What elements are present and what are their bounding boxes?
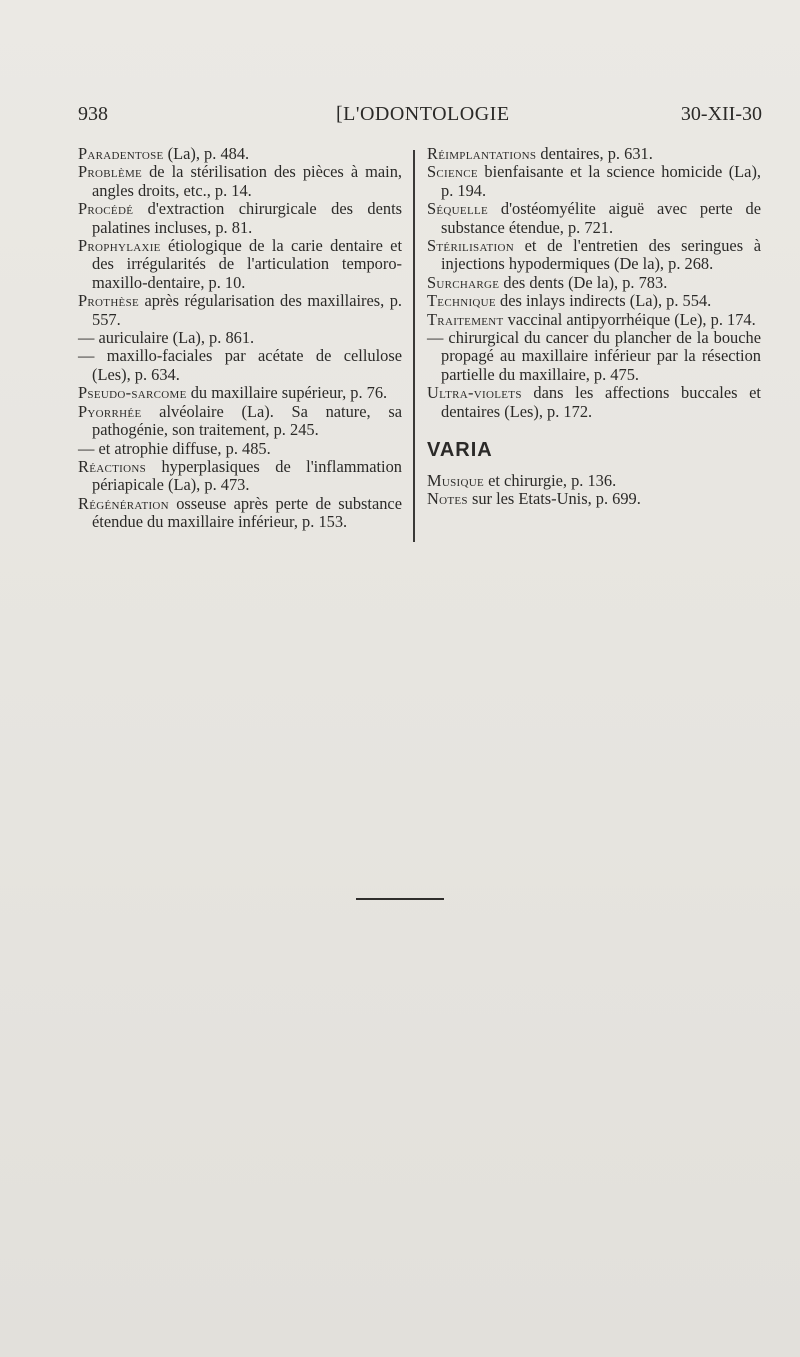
- entry-text: étiologique de la carie dentaire et des irrégularités de l'articulation temporo-maxillo-dentaire, p. 10.: [92, 236, 402, 292]
- index-subentry: [427, 329, 761, 384]
- entry-keyword: Réimplantations: [427, 144, 537, 163]
- index-entry: [427, 292, 761, 310]
- entry-keyword: Paradentose: [78, 144, 164, 163]
- index-subentry: [78, 440, 402, 458]
- entry-keyword: Stérilisation: [427, 236, 514, 256]
- entry-keyword: Réactions: [78, 456, 147, 476]
- entry-text: vaccinal antipyorrhéique (Le), p. 174.: [503, 309, 756, 329]
- index-entry: [427, 200, 761, 237]
- entry-text: des dents (De la), p. 783.: [499, 272, 668, 292]
- index-entry: [427, 274, 761, 292]
- entry-keyword: Notes: [427, 488, 468, 508]
- end-of-section-rule: [356, 898, 444, 900]
- index-entry: [427, 384, 761, 421]
- index-entry: [427, 490, 761, 508]
- entry-text: — auriculaire (La), p. 861.: [78, 328, 255, 348]
- entry-text: alvéolaire (La). Sa nature, sa pathogénie, son traitement, p. 245.: [92, 401, 402, 440]
- entry-text: du maxillaire supérieur, p. 76.: [186, 383, 388, 403]
- entry-keyword: Technique: [427, 291, 496, 311]
- index-entry: [427, 311, 761, 329]
- entry-text: des inlays indirects (La), p. 554.: [495, 291, 712, 311]
- index-entry: [78, 145, 402, 163]
- entry-text: et de l'entretien des seringues à injections hypodermiques (De la), p. 268.: [441, 236, 761, 274]
- entry-text: dans les affections buccales et dentaires (Les), p. 172.: [441, 383, 761, 421]
- index-entry: [78, 495, 402, 532]
- left-column: [78, 145, 402, 532]
- index-entry: [427, 145, 761, 163]
- index-subentry: [78, 347, 402, 384]
- entry-text: (La), p. 484.: [163, 144, 250, 163]
- entry-keyword: Problème: [78, 162, 143, 182]
- page-number: 938: [78, 103, 108, 125]
- entry-keyword: Séquelle: [427, 199, 488, 219]
- issue-date: 30-XII-30: [680, 103, 762, 125]
- entry-text: après régularisation des maxillaires, p. 557.: [92, 291, 402, 329]
- index-subentry: [78, 329, 402, 347]
- entry-text: — et atrophie diffuse, p. 485.: [78, 438, 271, 458]
- index-entry: [78, 403, 402, 440]
- index-entry: [78, 163, 402, 200]
- index-entry: [427, 472, 761, 490]
- entry-keyword: Procédé: [78, 199, 134, 219]
- column-divider: [413, 150, 415, 542]
- entry-text: — maxillo-faciales par acétate de cellulose (Les), p. 634.: [78, 346, 402, 384]
- entry-keyword: Surcharge: [427, 272, 500, 292]
- index-entry: [78, 458, 402, 495]
- entry-keyword: Musique: [427, 470, 485, 490]
- index-entry: [78, 292, 402, 329]
- entry-text: d'ostéomyélite aiguë avec perte de substance étendue, p. 721.: [441, 199, 761, 237]
- index-entry: [78, 200, 402, 237]
- entry-keyword: Prophylaxie: [78, 236, 161, 256]
- entry-text: osseuse après perte de substance étendue du maxillaire inférieur, p. 153.: [92, 493, 402, 532]
- entry-text: bienfaisante et la science homicide (La), p. 194.: [441, 162, 761, 200]
- entry-text: — chirurgical du cancer du plancher de la bouche propagé au maxillaire inférieur par la résection partielle du maxillaire, p. 475.: [427, 328, 761, 384]
- index-entry: [427, 163, 761, 200]
- section-heading: VARIA: [427, 439, 493, 462]
- entry-text: sur les Etats-Unis, p. 699.: [467, 488, 641, 508]
- entry-text: dentaires, p. 631.: [536, 144, 653, 163]
- entry-keyword: Ultra-violets: [427, 383, 522, 403]
- index-entry: [427, 237, 761, 274]
- journal-title: [L'ODONTOLOGIE: [336, 103, 510, 125]
- entry-text: hyperplasiques de l'inflammation périapicale (La), p. 473.: [92, 456, 402, 495]
- entry-keyword: Pyorrhée: [78, 401, 142, 421]
- right-column: [427, 145, 761, 508]
- entry-keyword: Pseudo-sarcome: [78, 383, 187, 403]
- index-entry: [78, 384, 402, 402]
- entry-keyword: Régénération: [78, 493, 169, 513]
- entry-keyword: Traitement: [427, 309, 504, 329]
- entry-text: d'extraction chirurgicale des dents palatines incluses, p. 81.: [92, 199, 402, 237]
- index-entry: [78, 237, 402, 292]
- entry-keyword: Prothèse: [78, 291, 140, 311]
- entry-text: de la stérilisation des pièces à main, angles droits, etc., p. 14.: [92, 162, 402, 200]
- entry-keyword: Science: [427, 162, 478, 182]
- running-header: [78, 103, 762, 133]
- entry-text: et chirurgie, p. 136.: [484, 470, 617, 490]
